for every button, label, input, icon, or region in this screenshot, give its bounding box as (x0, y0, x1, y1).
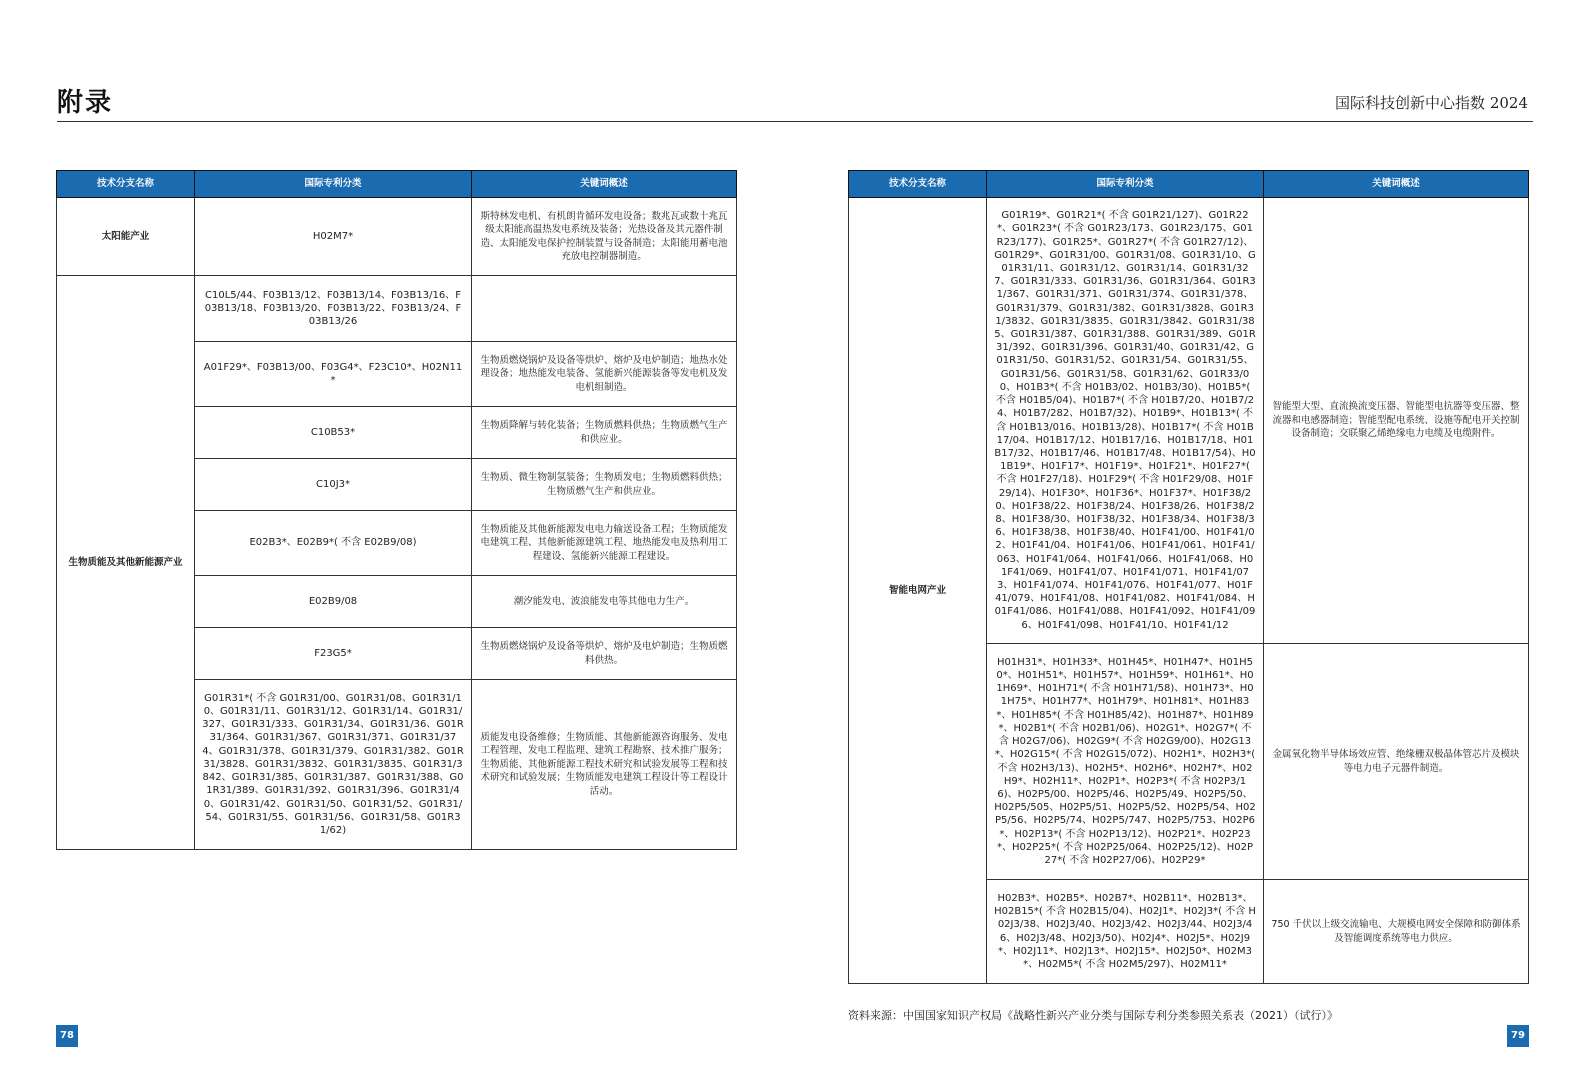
ipc-cell: E02B3*、E02B9*( 不含 E02B9/08) (195, 511, 472, 576)
column-header-ipc: 国际专利分类 (195, 171, 472, 198)
table-header-row (849, 171, 1529, 198)
keywords-cell: 生物质燃烧锅炉及设备等烘炉、熔炉及电炉制造；地热水处理设备；地热能发电装备、氢能新兴能源装备等发电机及发电机组制造。 (472, 342, 737, 407)
table-header-row (57, 171, 737, 198)
ipc-cell: C10B53* (195, 407, 472, 459)
keywords-cell: 生物质、微生物制氢装备；生物质发电；生物质燃料供热；生物质燃气生产和供应业。 (472, 459, 737, 511)
ipc-cell: G01R19*、G01R21*( 不含 G01R21/127)、G01R22*、G01R23*( 不含 G01R23/173、G01R23/175、G01R23/177)、G01R25*、G01R27*( 不含 G01R27/12)、G01R29*、G01R31/00、G01R31/08、G01R31/10、G01R31/11、G01R31/12、G01R31/14、G01R31/327、G01R31/333、G01R31/36、G01R31/364、G01R31/367、G01R31/371、G01R31/374、G01R31/378、G01R31/379、G01R31/382、G01R31/3828、G01R31/3832、G01R31/3835、G01R31/3842、G01R31/385、G01R31/387、G01R31/388、G01R31/389、G01R31/392、G01R31/396、G01R31/40、G01R31/42、G01R31/50、G01R31/52、G01R31/54、G01R31/55、G01R31/56、G01R31/58、G01R31/62、G01R33/00、H01B3*( 不含 H01B3/02、H01B3/30)、H01B5*( 不含 H01B5/04)、H01B7*( 不含 H01B7/20、H01B7/24、H01B7/282、H01B7/32)、H01B9*、H01B13*( 不含 H01B13/016、H01B13/28)、H01B17*( 不含 H01B17/04、H01B17/12、H01B17/16、H01B17/18、H01B17/32、H01B17/46、H01B17/48、H01B17/54)、H01B19*、H01F17*、H01F19*、H01F21*、H01F27*( 不含 H01F27/18)、H01F29*( 不含 H01F29/08、H01F29/14)、H01F30*、H01F36*、H01F37*、H01F38/20、H01F38/22、H01F38/24、H01F38/26、H01F38/28、H01F38/30、H01F38/32、H01F38/34、H01F38/36、H01F38/38、H01F38/40、H01F41/00、H01F41/02、H01F41/04、H01F41/06、H01F41/061、H01F41/063、H01F41/064、H01F41/066、H01F41/068、H01F41/069、H01F41/07、H01F41/071、H01F41/073、H01F41/074、H01F41/076、H01F41/077、H01F41/079、H01F41/08、H01F41/082、H01F41/084、H01F41/086、H01F41/088、H01F41/092、H01F41/096、H01F41/098、H01F41/10、H01F41/12 (987, 198, 1264, 644)
ipc-cell: H02B3*、H02B5*、H02B7*、H02B11*、H02B13*、H02B15*( 不含 H02B15/04)、H02J1*、H02J3*( 不含 H02J3/38、H02J3/40、H02J3/42、H02J3/44、H02J3/46、H02J3/48、H02J3/50)、H02J4*、H02J5*、H02J9*、H02J11*、H02J13*、H02J15*、H02J50*、H02M3*、H02M5*( 不含 H02M5/297)、H02M11* (987, 880, 1264, 984)
keywords-cell: 750 千伏以上级交流输电、大规模电网安全保障和防御体系及智能调度系统等电力供应。 (1264, 880, 1529, 984)
page-title: 附录 (57, 88, 114, 118)
keywords-cell: 质能发电设备维修；生物质能、其他新能源咨询服务、发电工程管理、发电工程监理、建筑工程勘察、技术推广服务；生物质能、其他新能源工程技术研究和试验发展等工程和技术研究和试验发展；生物质能发电建筑工程设计等工程设计活动。 (472, 680, 737, 850)
keywords-cell: 斯特林发电机、有机朗肯循环发电设备；数兆瓦或数十兆瓦级太阳能高温热发电系统及装备；光热设备及其元器件制造、太阳能发电保护控制装置与设备制造；太阳能用蓄电池充放电控制器制造。 (472, 198, 737, 276)
header-divider (57, 121, 1533, 122)
keywords-cell: 潮汐能发电、波浪能发电等其他电力生产。 (472, 576, 737, 628)
branch-cell: 智能电网产业 (849, 198, 987, 984)
table-row (849, 198, 1529, 644)
column-header-branch: 技术分支名称 (57, 171, 195, 198)
column-header-ipc: 国际专利分类 (987, 171, 1264, 198)
page-number-left: 78 (56, 1025, 78, 1047)
ipc-cell: H02M7* (195, 198, 472, 276)
branch-cell: 太阳能产业 (57, 198, 195, 276)
column-header-keywords: 关键词概述 (472, 171, 737, 198)
appendix-table-left (56, 170, 737, 850)
column-header-branch: 技术分支名称 (849, 171, 987, 198)
ipc-cell: F23G5* (195, 628, 472, 680)
source-note: 资料来源：中国国家知识产权局《战略性新兴产业分类与国际专利分类参照关系表（2021）（试行）》 (848, 1009, 1338, 1022)
keywords-cell: 生物质燃烧锅炉及设备等烘炉、熔炉及电炉制造；生物质燃料供热。 (472, 628, 737, 680)
keywords-cell: 金属氧化物半导体场效应管、绝缘栅双极晶体管芯片及模块等电力电子元器件制造。 (1264, 644, 1529, 880)
keywords-cell: 生物质降解与转化装备；生物质燃料供热；生物质燃气生产和供应业。 (472, 407, 737, 459)
ipc-cell: G01R31*( 不含 G01R31/00、G01R31/08、G01R31/10、G01R31/11、G01R31/12、G01R31/14、G01R31/327、G01R31/333、G01R31/34、G01R31/36、G01R31/364、G01R31/367、G01R31/371、G01R31/374、G01R31/378、G01R31/379、G01R31/382、G01R31/3828、G01R31/3832、G01R31/3835、G01R31/3842、G01R31/385、G01R31/387、G01R31/388、G01R31/389、G01R31/392、G01R31/396、G01R31/40、G01R31/42、G01R31/50、G01R31/52、G01R31/54、G01R31/55、G01R31/56、G01R31/58、G01R31/62) (195, 680, 472, 850)
branch-cell: 生物质能及其他新能源产业 (57, 276, 195, 850)
keywords-cell (472, 276, 737, 342)
report-title: 国际科技创新中心指数 2024 (1335, 94, 1528, 112)
ipc-cell: C10J3* (195, 459, 472, 511)
ipc-cell: H01H31*、H01H33*、H01H45*、H01H47*、H01H50*、H01H51*、H01H57*、H01H59*、H01H61*、H01H69*、H01H71*( 不含 H01H71/58)、H01H73*、H01H75*、H01H77*、H01H79*、H01H81*、H01H83*、H01H85*( 不含 H01H85/42)、H01H87*、H01H89*、H02B1*( 不含 H02B1/06)、H02G1*、H02G7*( 不含 H02G7/06)、H02G9*( 不含 H02G9/00)、H02G13*、H02G15*( 不含 H02G15/072)、H02H1*、H02H3*( 不含 H02H3/13)、H02H5*、H02H6*、H02H7*、H02H9*、H02H11*、H02P1*、H02P3*( 不含 H02P3/16)、H02P5/00、H02P5/46、H02P5/49、H02P5/50、H02P5/505、H02P5/51、H02P5/52、H02P5/54、H02P5/56、H02P5/74、H02P5/747、H02P5/753、H02P6*、H02P13*( 不含 H02P13/12)、H02P21*、H02P23*、H02P25*( 不含 H02P25/064、H02P25/12)、H02P27*( 不含 H02P27/06)、H02P29* (987, 644, 1264, 880)
appendix-table-right (848, 170, 1529, 984)
table-row (57, 276, 737, 342)
ipc-cell: C10L5/44、F03B13/12、F03B13/14、F03B13/16、F03B13/18、F03B13/20、F03B13/22、F03B13/24、F03B13/26 (195, 276, 472, 342)
page-number-right: 79 (1507, 1025, 1529, 1047)
table-row (57, 198, 737, 276)
ipc-cell: E02B9/08 (195, 576, 472, 628)
keywords-cell: 智能型大型、直流换流变压器、智能型电抗器等变压器、整流器和电感器制造；智能型配电系统、设施等配电开关控制设备制造；交联聚乙烯绝缘电力电缆及电缆附件。 (1264, 198, 1529, 644)
ipc-cell: A01F29*、F03B13/00、F03G4*、F23C10*、H02N11* (195, 342, 472, 407)
keywords-cell: 生物质能及其他新能源发电电力输送设备工程；生物质能发电建筑工程、其他新能源建筑工程、地热能发电及热利用工程建设、氢能新兴能源工程建设。 (472, 511, 737, 576)
column-header-keywords: 关键词概述 (1264, 171, 1529, 198)
